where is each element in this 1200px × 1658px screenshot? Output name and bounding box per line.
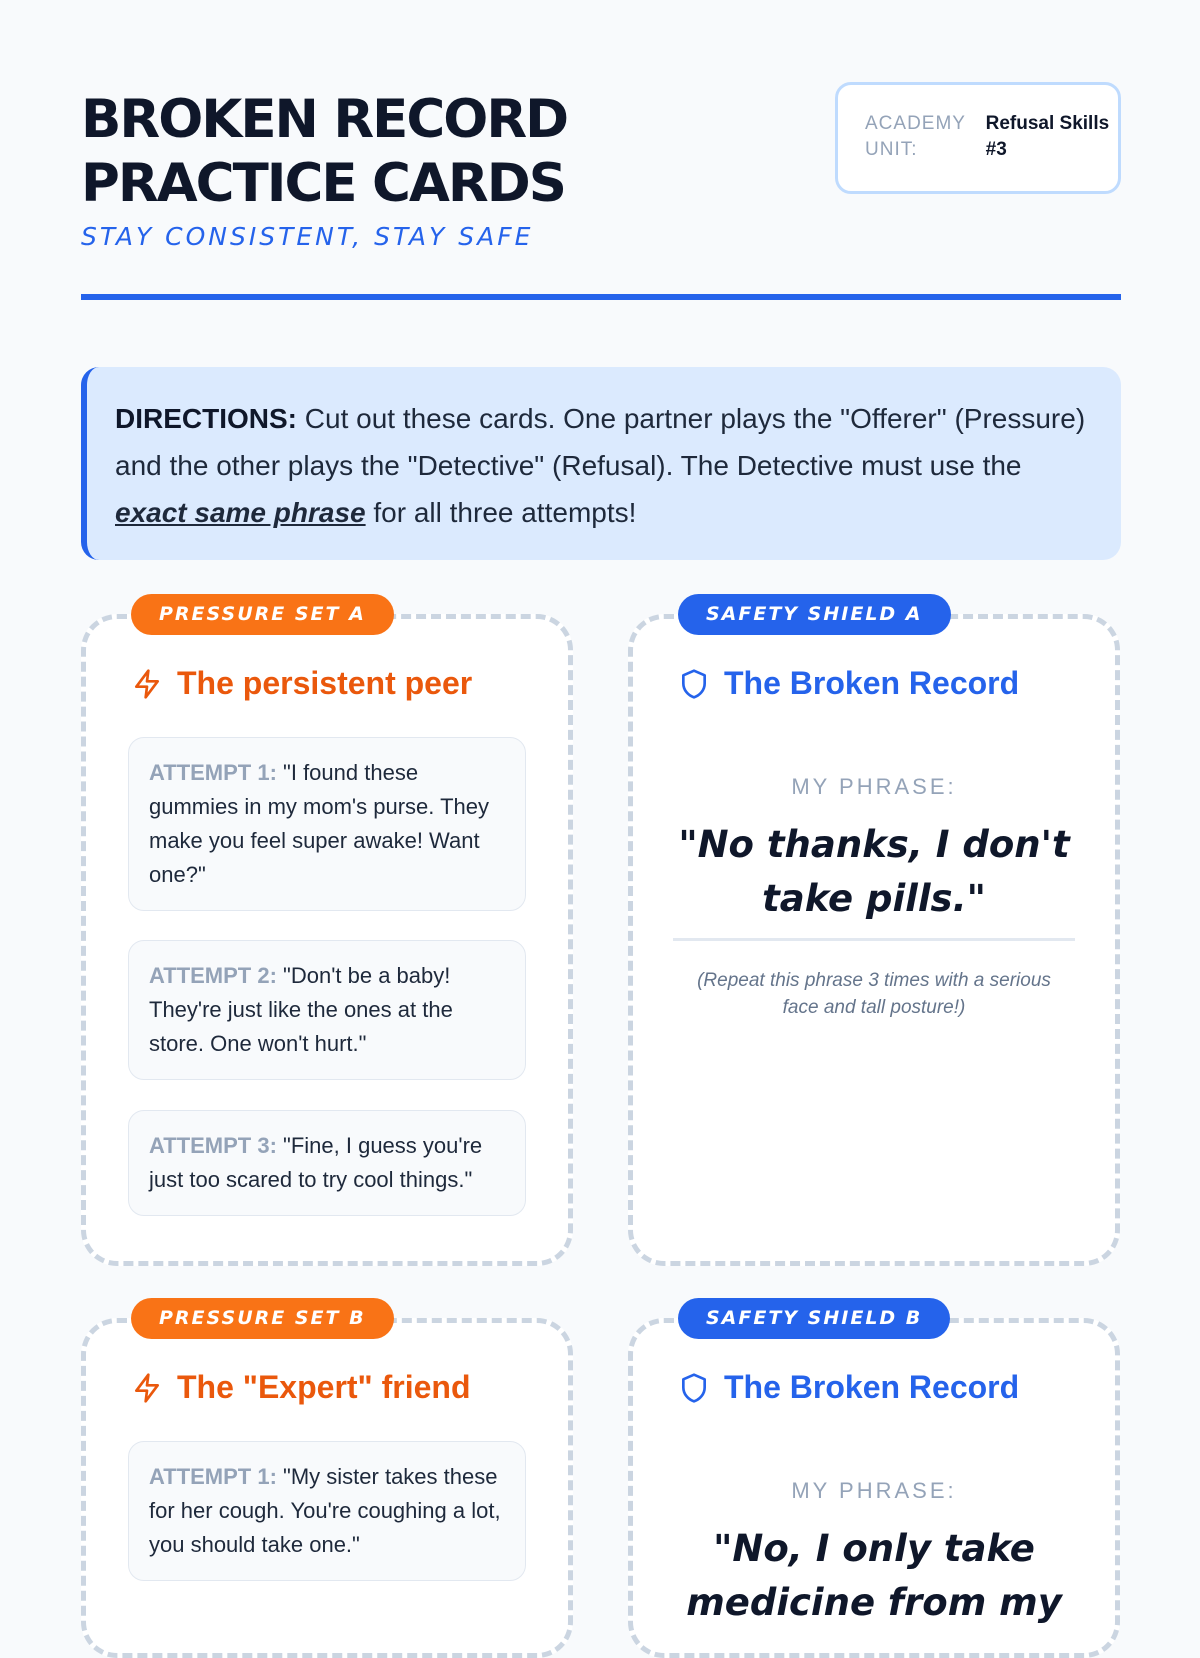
pressure-card-b: [81, 1307, 573, 1658]
page-title-line-2: PRACTICE CARDS: [81, 153, 565, 214]
card-heading: [678, 1369, 1019, 1406]
attempt-text: "I found these gummies in my mom's purse. They make you feel super awake! Want one?": [149, 760, 490, 887]
attempt-text: "Don't be a baby! They're just like the ones at the store. One won't hurt.": [149, 963, 453, 1056]
pressure-card-a: [81, 603, 573, 1266]
lightning-icon: [131, 1372, 163, 1404]
card-title: The Broken Record: [724, 1369, 1020, 1405]
attempt-text: "Fine, I guess you're just too scared to try cool things.": [149, 1133, 483, 1192]
phrase-block: [673, 1478, 1075, 1642]
unit-info-box: [835, 82, 1121, 194]
directions-text-after: for all three attempts!: [365, 497, 637, 528]
attempt-text: "My sister takes these for her cough. You're coughing a lot, you should take one.": [149, 1464, 501, 1557]
card-heading: [678, 665, 1019, 702]
card-tag: PRESSURE SET B: [131, 1298, 394, 1339]
page-header: [81, 88, 1121, 258]
phrase-label: MY PHRASE:: [791, 1478, 957, 1503]
directions-emphasis: exact same phrase: [115, 497, 366, 528]
attempt-label: ATTEMPT 1:: [149, 760, 277, 785]
attempt-item: [128, 1110, 526, 1216]
directions-text-before: Cut out these cards. One partner plays the "Offerer" (Pressure) and the other plays the "Detective" (Refusal). The Detective must use the: [115, 403, 1086, 481]
phrase-note: (Repeat this phrase 3 times with a serious face and tall posture!): [697, 970, 1051, 1018]
card-heading: [131, 1369, 471, 1406]
shield-icon: [678, 1372, 710, 1404]
shield-card-b: [628, 1307, 1120, 1658]
page-title: [81, 88, 641, 216]
attempt-label: ATTEMPT 1:: [149, 1464, 277, 1489]
refusal-phrase: "No thanks, I don't take pills.": [673, 818, 1075, 941]
refusal-phrase: "No, I only take medicine from my: [686, 1527, 1062, 1624]
phrase-label: MY PHRASE:: [791, 774, 957, 799]
attempt-item: [128, 940, 526, 1080]
shield-icon: [678, 668, 710, 700]
unit-value: Refusal Skills #3: [985, 113, 1110, 160]
page-title-line-1: BROKEN RECORD: [81, 89, 568, 150]
lightning-icon: [131, 668, 163, 700]
attempt-label: ATTEMPT 2:: [149, 963, 277, 988]
card-tag: SAFETY SHIELD A: [678, 594, 951, 635]
shield-card-a: [628, 603, 1120, 1266]
attempt-item: [128, 737, 526, 911]
card-tag: SAFETY SHIELD B: [678, 1298, 950, 1339]
attempt-label: ATTEMPT 3:: [149, 1133, 277, 1158]
directions-label: DIRECTIONS:: [115, 403, 297, 434]
page-subtitle: STAY CONSISTENT, STAY SAFE: [81, 222, 534, 251]
unit-label: ACADEMY UNIT:: [865, 113, 966, 160]
card-tag: PRESSURE SET A: [131, 594, 394, 635]
card-title: The "Expert" friend: [177, 1369, 471, 1405]
header-divider: [81, 294, 1121, 300]
card-title: The Broken Record: [724, 665, 1020, 701]
card-heading: [131, 665, 472, 702]
attempt-item: [128, 1441, 526, 1581]
card-title: The persistent peer: [177, 665, 473, 701]
phrase-block: [673, 774, 1075, 1021]
directions-box: [81, 367, 1121, 560]
